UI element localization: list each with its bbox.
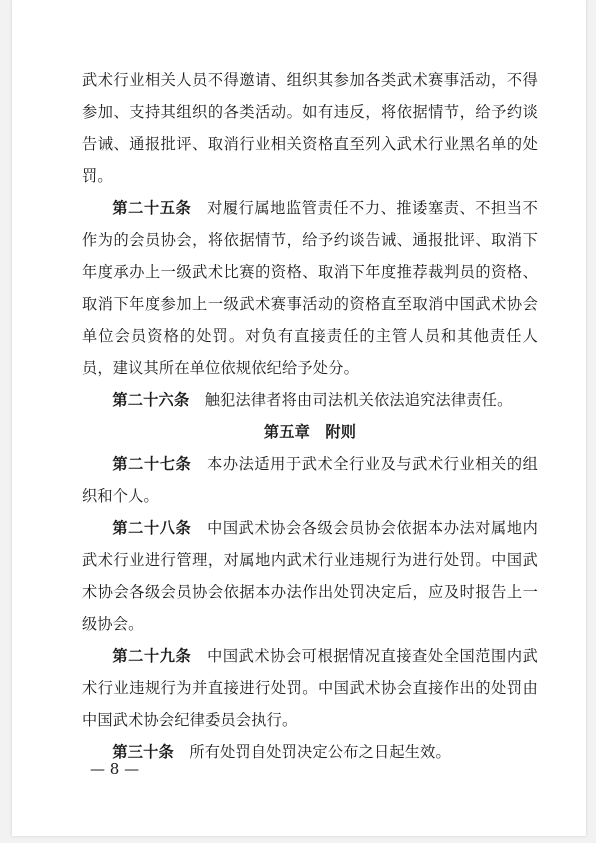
article-text: 本办法适用于武术全行业及与武术行业相关的组织和个人。 [82, 455, 539, 505]
article-number: 第二十七条 [112, 455, 192, 473]
article-number: 第二十九条 [112, 647, 192, 665]
article-26 [82, 384, 538, 416]
page-number: — 8 — [90, 760, 140, 778]
article-text: 触犯法律者将由司法机关依法追究法律责任。 [204, 391, 513, 409]
article-number: 第二十五条 [112, 199, 192, 217]
article-28 [82, 512, 538, 640]
article-text: 所有处罚自处罚决定公布之日起生效。 [189, 743, 451, 761]
document-body [82, 64, 538, 768]
article-text: 对履行属地监管责任不力、推诿塞责、不担当不作为的会员协会，将依据情节，给予约谈告诫、通报批评、取消下年度承办上一级武术比赛的资格、取消下年度推荐裁判员的资格、取消下年度参加上一级武术赛事活动的资格直至取消中国武术协会单位会员资格的处罚。对负有直接责任的主管人员和其他责任人员，建议其所在单位依规依纪给予处分。 [82, 199, 539, 377]
article-30 [82, 736, 538, 768]
article-number: 第二十八条 [112, 519, 192, 537]
document-page [12, 0, 586, 836]
paragraph-text: 武术行业相关人员不得邀请、组织其参加各类武术赛事活动，不得参加、支持其组织的各类活动。如有违反，将依据情节，给予约谈告诫、通报批评、取消行业相关资格直至列入武术行业黑名单的处罚。 [82, 71, 538, 185]
article-29 [82, 640, 538, 736]
chapter-title: 第五章 附则 [263, 423, 357, 441]
article-27 [82, 448, 538, 512]
paragraph-continuation [82, 64, 538, 192]
article-text: 中国武术协会各级会员协会依据本办法对属地内武术行业进行管理，对属地内武术行业违规行为进行处罚。中国武术协会各级会员协会依据本办法作出处罚决定后，应及时报告上一级协会。 [82, 519, 539, 633]
article-text: 中国武术协会可根据情况直接查处全国范围内武术行业违规行为并直接进行处罚。中国武术协会直接作出的处罚由中国武术协会纪律委员会执行。 [82, 647, 539, 729]
article-25 [82, 192, 538, 384]
article-number: 第三十条 [112, 743, 174, 761]
article-number: 第二十六条 [112, 391, 190, 409]
